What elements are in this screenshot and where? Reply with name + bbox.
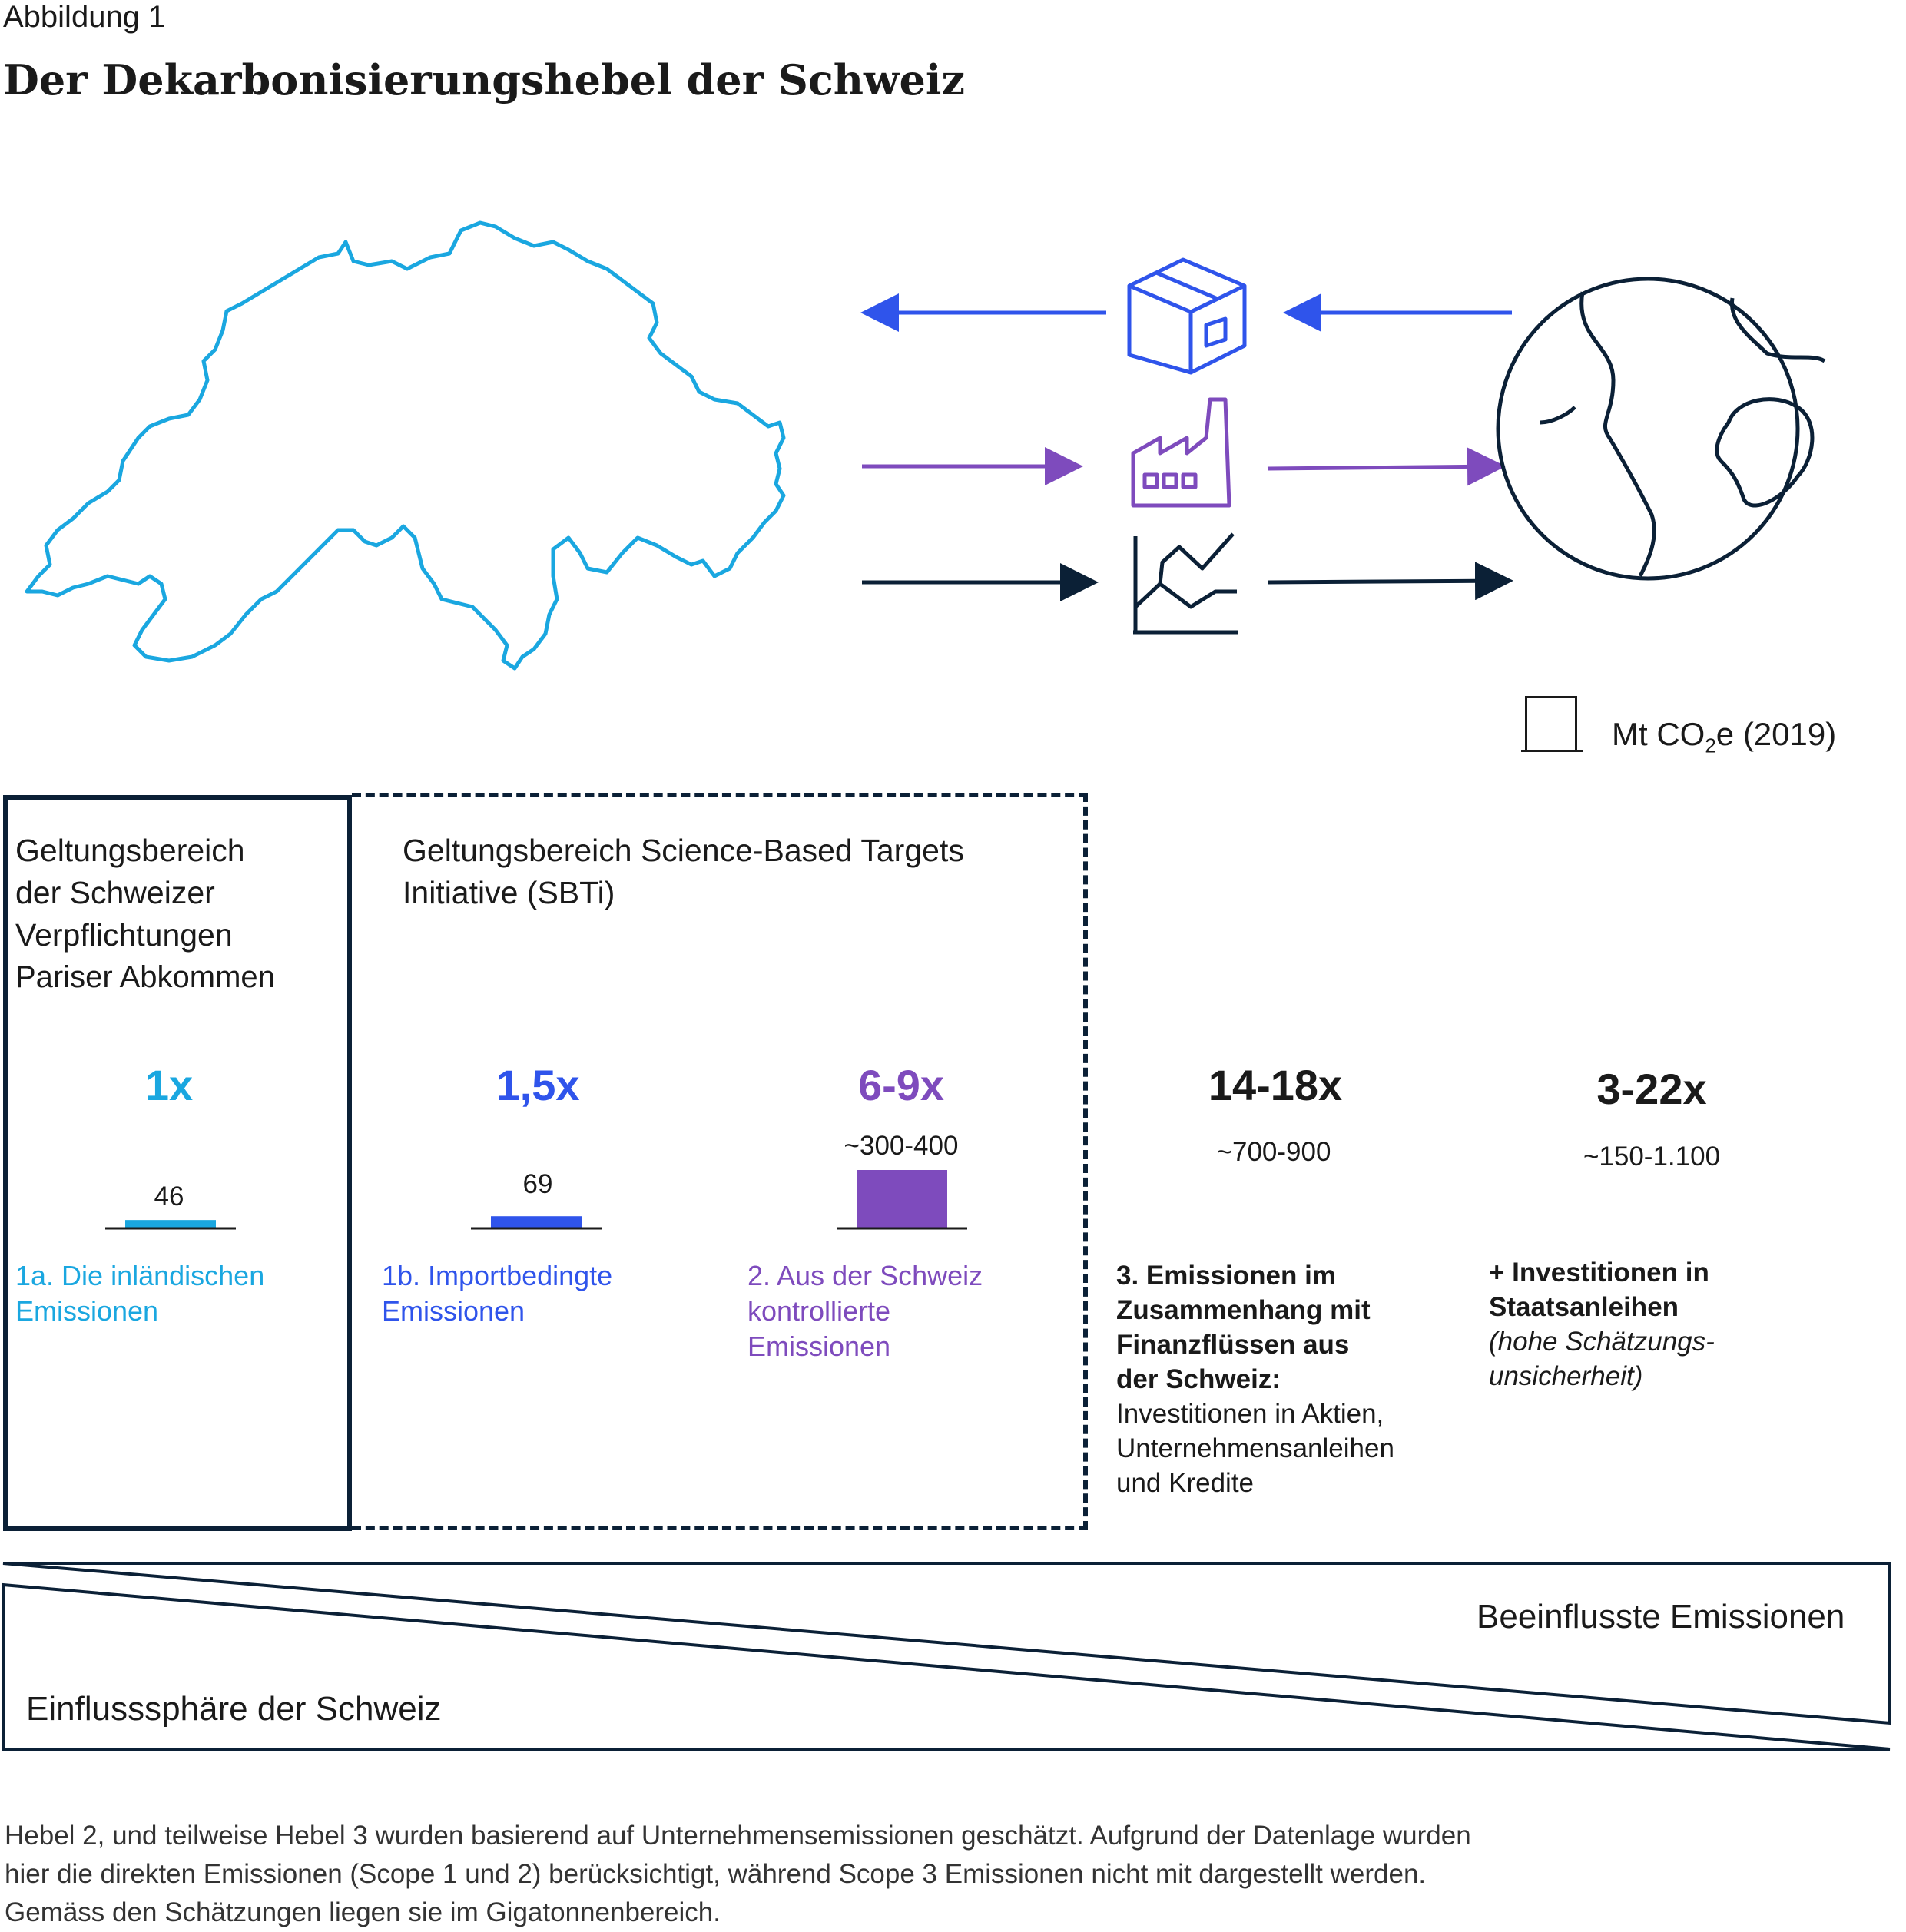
lever-1a-label: 1a. Die inländischen Emissionen (15, 1260, 265, 1327)
sbti-scope-title: Geltungsbereich Science-Based Targets Initiative (SBTi) (403, 833, 964, 910)
lever-4-label: + Investitionen in Staatsanleihen (hohe Schätzungs- unsicherheit) (1489, 1258, 1715, 1391)
bar-1b (491, 1216, 582, 1228)
factory-icon (1133, 399, 1229, 505)
multiplier-3: 14-18x (1208, 1061, 1343, 1109)
value-label-2: ~300-400 (844, 1131, 959, 1161)
lever-1b-label: 1b. Importbedingte Emissionen (382, 1260, 613, 1327)
multiplier-1b: 1,5x (496, 1061, 580, 1109)
switzerland-map (15, 215, 799, 691)
bar-1a (125, 1220, 216, 1228)
swiss-scope-title: Geltungsbereich der Schweizer Verpflichtungen Pariser Abkommen (15, 830, 275, 999)
multiplier-1a: 1x (144, 1061, 194, 1109)
figure-label: Abbildung 1 (3, 0, 166, 34)
controlled-arrow-right (1268, 466, 1498, 469)
line-chart-icon (1133, 534, 1238, 634)
value-label-3: ~700-900 (1216, 1137, 1331, 1167)
globe-icon (1498, 279, 1825, 578)
package-icon (1129, 260, 1245, 373)
page-title: Der Dekarbonisierungshebel der Schweiz (3, 55, 965, 104)
lever-2-label: 2. Aus der Schweiz kontrollierte Emissionen (747, 1260, 983, 1362)
wedge-right-label: Beeinflusste Emissionen (1477, 1598, 1845, 1635)
value-label-1a: 46 (154, 1181, 184, 1211)
value-label-4: ~150-1.100 (1583, 1142, 1721, 1171)
footnote: Hebel 2, und teilweise Hebel 3 wurden basierend auf Unternehmensemissionen geschätzt. Aufgrund der Datenlage wurden hier die direkten Emissionen (Scope 1 und 2) berücksichtigt, während Scope 3 Emissionen nicht mit dargestellt werden. Gemäss den Schätzungen liegen sie im Gigatonnenbereich. (5, 1821, 1471, 1927)
finance-arrow-right (1268, 581, 1506, 582)
swiss-scope-subtitle: Pariser Abkommen (15, 960, 275, 994)
multiplier-2: 6-9x (857, 1061, 945, 1109)
flow-diagram (845, 246, 1905, 645)
legend-label: Mt $CO_2e$ (2019) (1612, 716, 1837, 757)
lever-3-label: 3. Emissionen im Zusammenhang mit Finanzflüssen aus der Schweiz: Investitionen in Aktien, Unternehmensanleihen und Kredite (1116, 1261, 1394, 1498)
value-label-1b: 69 (522, 1169, 553, 1199)
bar-2 (857, 1170, 947, 1228)
multiplier-4: 3-22x (1596, 1065, 1707, 1113)
legend-bar-icon (1521, 696, 1583, 751)
wedge-left-label: Einflusssphäre der Schweiz (26, 1690, 442, 1728)
